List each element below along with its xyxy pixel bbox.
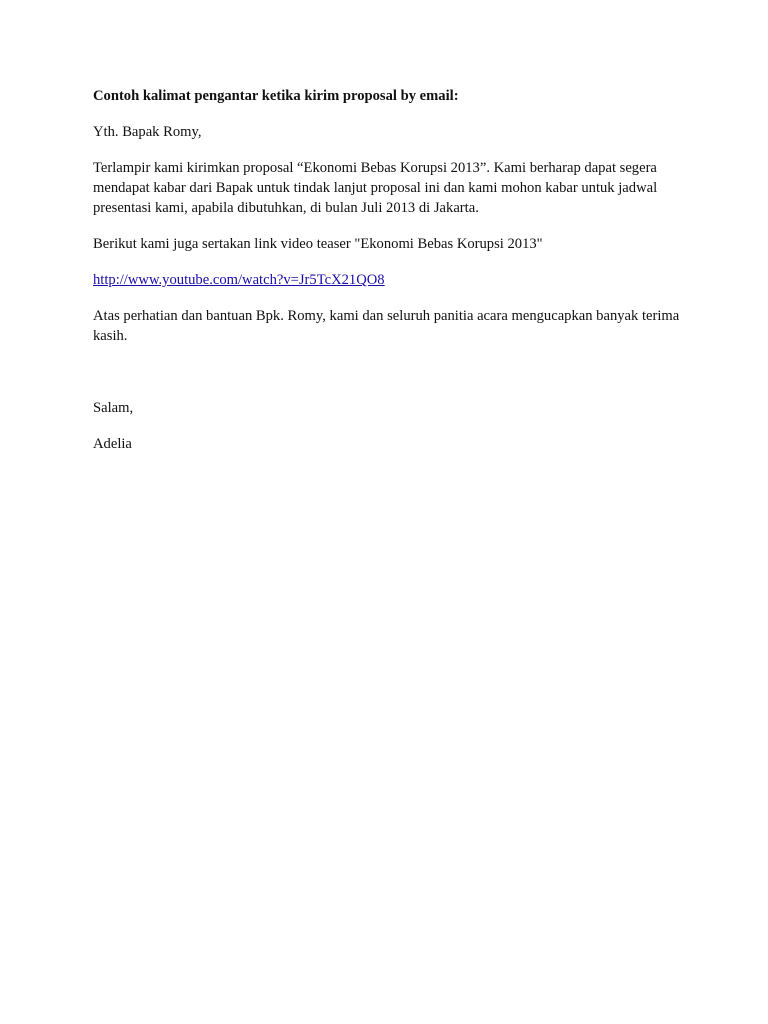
body-paragraph-2: Berikut kami juga sertakan link video teaser "Ekonomi Bebas Korupsi 2013" xyxy=(93,236,543,252)
spacer xyxy=(93,418,693,434)
spacer xyxy=(93,346,693,398)
spacer xyxy=(93,218,693,234)
signature: Adelia xyxy=(93,436,132,452)
document-body xyxy=(93,86,693,454)
spacer xyxy=(93,290,693,306)
spacer xyxy=(93,254,693,270)
video-link[interactable]: http://www.youtube.com/watch?v=Jr5TcX21QO8 xyxy=(93,272,385,288)
spacer xyxy=(93,106,693,122)
document-title: Contoh kalimat pengantar ketika kirim proposal by email: xyxy=(93,88,459,104)
body-paragraph-3: Atas perhatian dan bantuan Bpk. Romy, kami dan seluruh panitia acara mengucapkan banyak terima kasih. xyxy=(93,308,680,344)
body-paragraph-1: Terlampir kami kirimkan proposal “Ekonomi Bebas Korupsi 2013”. Kami berharap dapat segera mendapat kabar dari Bapak untuk tindak lanjut proposal ini dan kami mohon kabar untuk jadwal presentasi kami, apabila dibutuhkan, di bulan Juli 2013 di Jakarta. xyxy=(93,160,658,216)
video-link-line xyxy=(93,270,693,290)
closing: Salam, xyxy=(93,400,134,416)
greeting: Yth. Bapak Romy, xyxy=(93,124,202,140)
spacer xyxy=(93,142,693,158)
